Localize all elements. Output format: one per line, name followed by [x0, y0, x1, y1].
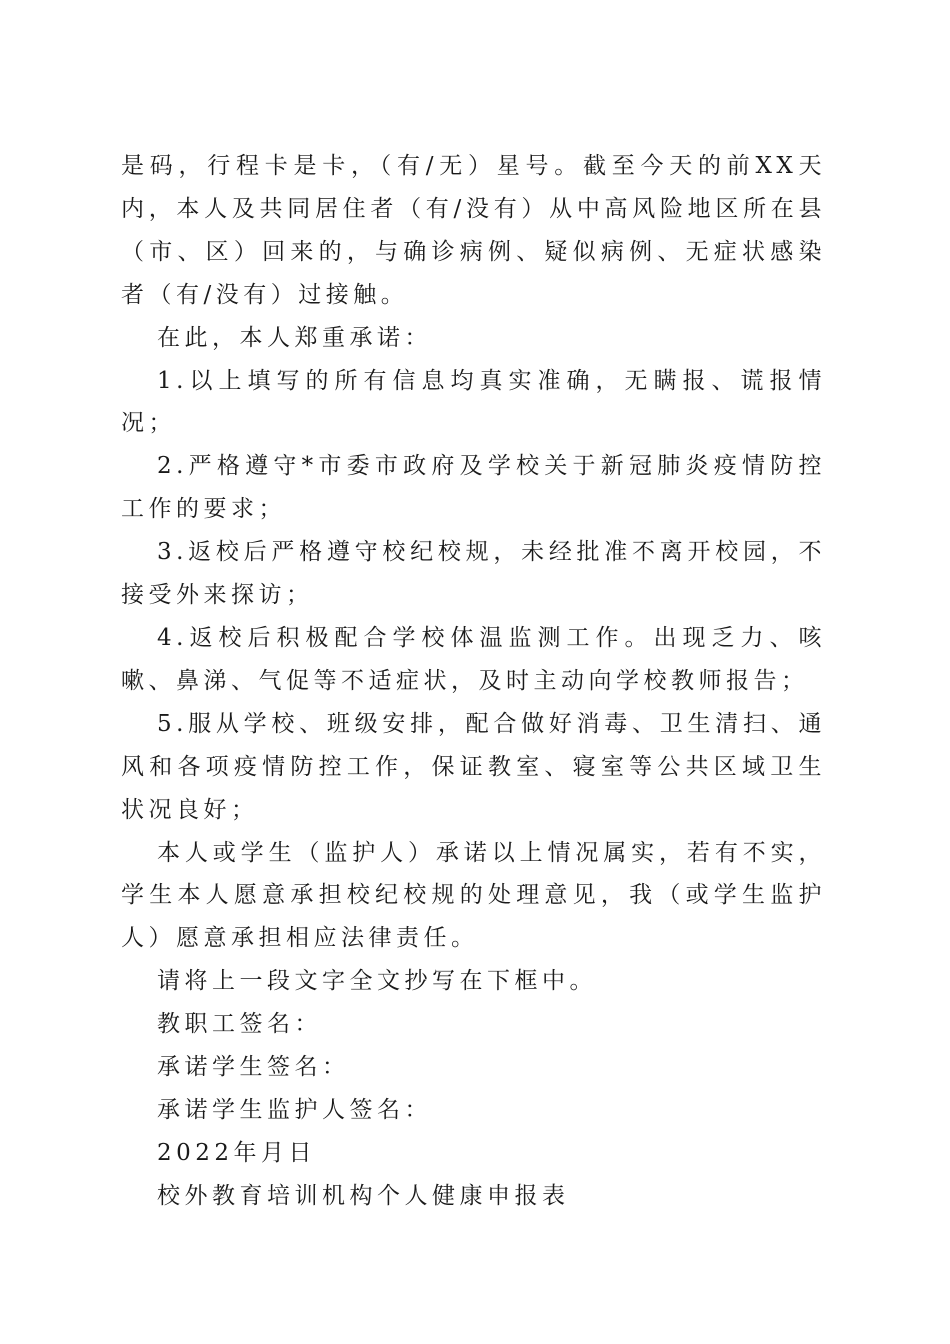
pledge-item-5: 5.服从学校、班级安排，配合做好消毒、卫生清扫、通风和各项疫情防控工作，保证教室、寝室等公共区域卫生状况良好； [121, 710, 826, 823]
date-line: 2022年月日 [157, 1139, 317, 1166]
next-form-title: 校外教育培训机构个人健康申报表 [157, 1182, 570, 1209]
pledge-intro: 在此，本人郑重承诺： [157, 324, 432, 351]
copy-instruction: 请将上一段文字全文抄写在下框中。 [157, 968, 597, 995]
guardian-signature-label: 承诺学生监护人签名： [157, 1096, 432, 1123]
pledge-item-2: 2.严格遵守*市委市政府及学校关于新冠肺炎疫情防控工作的要求； [121, 453, 826, 523]
health-status-paragraph: 是码，行程卡是卡，（有/无）星号。截至今天的前XX天内，本人及共同居住者（有/没有）从中高风险地区所在县（市、区）回来的，与确诊病例、疑似病例、无症状感染者（有/没有）过接触。 [121, 153, 826, 308]
document-body [121, 145, 826, 1218]
student-signature-label: 承诺学生签名： [157, 1054, 350, 1081]
pledge-item-1: 1.以上填写的所有信息均真实准确，无瞒报、谎报情况； [121, 367, 826, 437]
pledge-statement: 本人或学生（监护人）承诺以上情况属实，若有不实，学生本人愿意承担校纪校规的处理意见，我（或学生监护人）愿意承担相应法律责任。 [121, 839, 826, 952]
staff-signature-label: 教职工签名： [157, 1011, 322, 1038]
pledge-item-3: 3.返校后严格遵守校纪校规，未经批准不离开校园，不接受外来探访； [121, 539, 826, 609]
pledge-item-4: 4.返校后积极配合学校体温监测工作。出现乏力、咳嗽、鼻涕、气促等不适症状，及时主动向学校教师报告； [121, 624, 826, 694]
